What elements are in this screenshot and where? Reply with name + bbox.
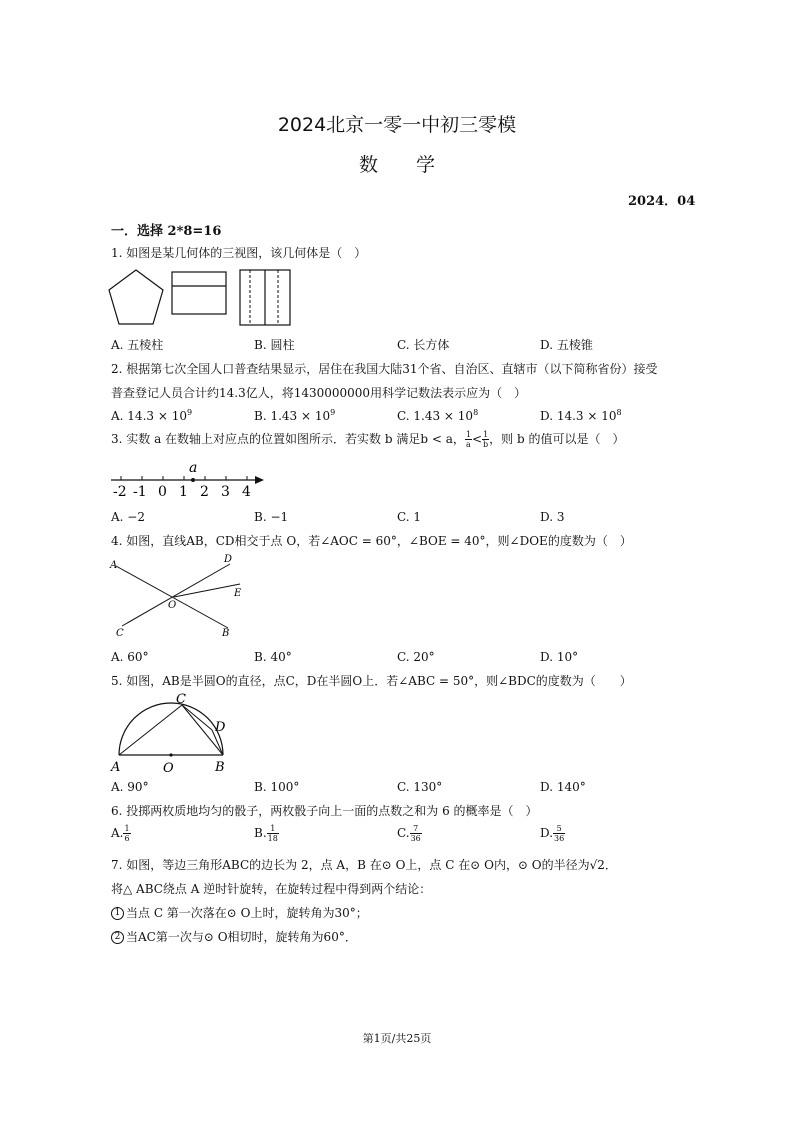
q3-option-a[interactable]: A. −2 [111, 510, 145, 524]
q4-option-d[interactable]: D. 10° [540, 650, 579, 664]
subject-title: 数 学 [358, 154, 435, 176]
q5-option-a[interactable]: A. 90° [111, 780, 149, 794]
q1-option-b[interactable]: B. 圆柱 [254, 338, 295, 352]
svg-text:E: E [234, 588, 242, 599]
q6-stem: 6. 投掷两枚质地均匀的骰子，两枚骰子向上一面的点数之和为 6 的概率是（ ） [111, 804, 538, 818]
q1-three-view-figure [108, 268, 308, 330]
q7-stem-line2: 将△ ABC绕点 A 逆时针旋转，在旋转过程中得到两个结论： [111, 882, 432, 896]
svg-text:D: D [224, 554, 233, 565]
circled-number-1: 1 [111, 907, 124, 920]
q2-stem-line2: 普查登记人员合计约14.3亿人，将1430000000用科学记数法表示应为（ ） [111, 386, 527, 400]
q3-tick-label: -2 [113, 484, 127, 500]
svg-text:C: C [176, 692, 186, 707]
q3-point-a [191, 478, 195, 482]
q4-option-a[interactable]: A. 60° [111, 650, 149, 664]
q3-tick-label: 3 [221, 484, 230, 500]
svg-text:O: O [168, 600, 177, 611]
q6-option-d[interactable]: D. $\frac{5}{36}$ [540, 824, 565, 843]
q1-option-a[interactable]: A. 五棱柱 [111, 338, 164, 352]
q3-option-c[interactable]: C. 1 [397, 510, 422, 524]
q1-front-view-pentagon [109, 270, 163, 324]
q5-semicircle-arc [119, 703, 223, 755]
q2-stem-line1: 2. 根据第七次全国人口普查结果显示，居住在我国大陆31个省、自治区、直辖市（以下简称省份）接受 [111, 362, 658, 376]
q5-chord-ac [119, 705, 182, 755]
svg-text:A: A [110, 560, 118, 571]
q7-conclusion-2: 2 当AC第一次与⊙ O相切时，旋转角为60°． [111, 928, 357, 945]
q3-frac-1-over-a: $\frac{1}{a}$ [465, 430, 471, 449]
q7-conclusion-1: 1 当点 C 第一次落在⊙ O上时，旋转角为30°； [111, 904, 368, 921]
svg-text:O: O [163, 761, 174, 776]
svg-text:C: C [116, 628, 124, 639]
q1-option-c[interactable]: C. 长方体 [397, 338, 450, 352]
q5-semicircle-figure [108, 692, 238, 774]
q6-option-a[interactable]: A. $\frac{1}{6}$ [111, 824, 130, 843]
svg-text:B: B [215, 760, 225, 775]
q5-center-o [169, 753, 172, 756]
q3-tick-label: 0 [158, 484, 167, 500]
q4-intersecting-lines-figure [108, 552, 258, 644]
q4-option-c[interactable]: C. 20° [397, 650, 435, 664]
exam-title: 2024北京一零一中初三零模 [277, 114, 517, 136]
q4-option-b[interactable]: B. 40° [254, 650, 292, 664]
q3-ticks [121, 476, 247, 480]
q6-option-c[interactable]: C. $\frac{7}{36}$ [397, 824, 421, 843]
q4-stem: 4. 如图，直线AB，CD相交于点 O，若∠AOC = 60°，∠BOE = 40°，则∠DOE的度数为（ ） [111, 534, 632, 548]
q2-option-c[interactable]: C. $1.43 \times 10^8$ [397, 408, 479, 423]
svg-text:B: B [222, 628, 230, 639]
svg-text:A: A [111, 760, 121, 775]
q2-option-a[interactable]: A. $14.3 \times 10^9$ [111, 408, 193, 423]
page-number: 第1页/共25页 [362, 1032, 432, 1045]
q2-option-b[interactable]: B. $1.43 \times 10^9$ [254, 408, 336, 423]
q2-option-d[interactable]: D. $14.3 \times 10^8$ [540, 408, 622, 423]
q3-tick-label: 1 [179, 484, 188, 500]
q1-stem: 1. 如图是某几何体的三视图，该几何体是（ ） [111, 246, 367, 260]
q3-number-line [108, 458, 278, 500]
q3-frac-1-over-b: $\frac{1}{b}$ [483, 430, 489, 449]
q1-side-view-rect [172, 272, 226, 314]
section-heading: 一．选择 2*8=16 [111, 224, 222, 239]
q3-tick-label: 2 [200, 484, 209, 500]
q4-line-cd [122, 564, 230, 626]
q7-stem-line1: 7. 如图，等边三角形ABC的边长为 2，点 A，B 在⊙ O上，点 C 在⊙ O内，⊙ O的半径为√2． [111, 858, 617, 872]
q5-option-b[interactable]: B. 100° [254, 780, 300, 794]
q5-option-c[interactable]: C. 130° [397, 780, 443, 794]
q3-option-d[interactable]: D. 3 [540, 510, 565, 524]
q3-stem: 3. 实数 a 在数轴上对应点的位置如图所示．若实数 b 满足b < a， $\frac{1}{a}$ < $\frac{1}{b}$ ，则 b 的值可以是（ ） [111, 430, 625, 449]
q3-point-label: a [189, 460, 198, 476]
q5-option-d[interactable]: D. 140° [540, 780, 586, 794]
q5-stem: 5. 如图，AB是半圆O的直径，点C，D在半圆O上．若∠ABC = 50°，则∠BDC的度数为（ ） [111, 674, 632, 688]
q1-option-d[interactable]: D. 五棱锥 [540, 338, 593, 352]
circled-number-2: 2 [111, 931, 124, 944]
q6-option-b[interactable]: B. $\frac{1}{18}$ [254, 824, 278, 843]
svg-text:D: D [215, 720, 226, 735]
q3-tick-label: -1 [133, 484, 147, 500]
q3-tick-label: 4 [242, 484, 251, 500]
exam-date: 2024．04 [628, 194, 696, 209]
q3-option-b[interactable]: B. −1 [254, 510, 289, 524]
